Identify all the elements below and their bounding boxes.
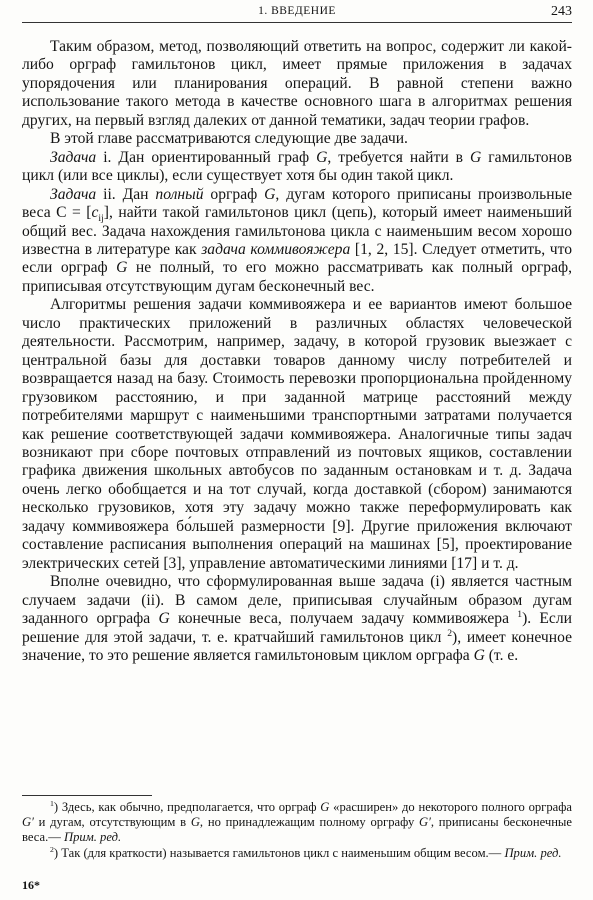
paragraph: [22, 296, 572, 573]
text-run: Алгоритмы решения задачи коммивояжера и ее вариантов имеют большое число практических приложений в различных областях человеческой деятельности. Рассмотрим, например, задачу, в которой грузовик выезжает с центральной базы для доставки товаров данному числу потребителей и возвращается назад на базу. Стоимость перевозки пропорциональна пройденному грузовиком расстоянию, и при заданной матрице расстояний между потребителями маршрут с наименьшими транспортными затратами получается как решение соответствующей задачи коммивояжера. Аналогичные типы задач возникают при сборе почтовых отправлений из почтовых ящиков, составлении графика движения школьных автобусов по заданным остановкам и т. д. Задача очень легко обобщается и на тот случай, когда доставкой (сбором) занимаются несколько грузовиков, хотя эту задачу можно также переформулировать как задачу коммивояжера бо́льшей размерности [9]. Другие приложения включают составление расписания выполнения операций на машинах [5], проектирование электрических сетей [3], управление автоматическими линиями [17] и т. д.: [22, 296, 572, 572]
paragraph: [22, 573, 572, 665]
text-run: ) Здесь, как обычно, предполагается, что орграф: [53, 800, 321, 814]
term-label: Задача: [50, 148, 97, 166]
emphasis: задача коммивояжера: [201, 240, 351, 258]
text-run: i. Дан ориентированный граф: [96, 148, 317, 166]
footnote-rule: [22, 795, 152, 796]
text-run: Вполне очевидно, что сформулированная выше задача (i) является частным случаем задачи (ii). В самом деле, приписывая случайным образом дугам заданного орграфа: [22, 573, 572, 628]
footnote-ref[interactable]: 2: [447, 627, 453, 639]
text-run: ], найти такой гамильтонов цикл (цепь), который имеет наименьший общий вес. Задача нахождения гамильтонова цикла с наименьшим весом хорошо известна в литературе как: [22, 204, 572, 258]
editor-note: Прим. ред.: [504, 845, 562, 860]
paragraph: [22, 38, 572, 130]
text-run: конечные веса, получаем задачу коммивояжера: [169, 610, 518, 628]
paragraph: [22, 149, 572, 186]
text-run: , дугам которого приписаны произвольные веса C = [: [22, 185, 572, 222]
math-symbol: G: [473, 646, 485, 664]
footnote: [22, 800, 572, 846]
math-symbol: G: [316, 148, 328, 166]
text-run: орграф: [203, 185, 265, 203]
main-text: [22, 38, 572, 665]
text-run: ) Так (для краткости) называется гамильтонов цикл с наименьшим общим весом.—: [53, 845, 505, 860]
footnote: [22, 846, 572, 861]
footnote-ref[interactable]: 1: [517, 608, 523, 620]
text-run: ). Если решение для этой задачи, т. е. кратчайший гамильтонов цикл: [22, 610, 572, 646]
math-symbol: G: [158, 610, 170, 628]
page-number: 243: [551, 4, 572, 19]
text-run: гамильтонов цикл (или все циклы), если существует хотя бы один такой цикл.: [22, 148, 572, 185]
text-run: [1, 2, 15]. Следует отметить, что если орграф: [22, 240, 573, 277]
chapter-title: 1. ВВЕДЕНИЕ: [258, 5, 336, 17]
text-run: , приписаны бесконечные веса.—: [22, 815, 572, 845]
text-run: не полный, то его можно рассматривать как полный орграф, приписывая отсутствующим дугам бесконечный вес.: [22, 259, 572, 295]
text-run: «расширен» до некоторого полного орграфа: [329, 800, 572, 814]
running-header: [22, 4, 572, 23]
text-run: , требуется найти в: [327, 148, 470, 166]
paragraph: [22, 186, 572, 297]
footnote-marker: 1: [50, 798, 54, 808]
footnotes: [22, 800, 572, 861]
footnote-marker: 2: [50, 844, 54, 854]
paragraph: [22, 130, 572, 148]
math-symbol: G: [190, 815, 200, 830]
math-subscript: ij: [98, 213, 104, 225]
math-symbol: G: [264, 185, 276, 203]
editor-note: Прим. ред.: [64, 830, 122, 845]
math-symbol: G′: [22, 815, 34, 830]
text-run: (т. е.: [484, 646, 519, 664]
signature-mark: 16*: [22, 878, 40, 892]
text-run: В этой главе рассматриваются следующие две задачи.: [50, 130, 408, 148]
math-symbol: G′: [419, 815, 431, 830]
text-run: ii. Дан: [96, 185, 156, 203]
text-run: и дугам, отсутствующим в: [33, 815, 191, 830]
term-label: Задача: [50, 185, 97, 203]
math-symbol: G: [116, 259, 128, 277]
math-symbol: G: [470, 148, 482, 166]
text-run: , но принадлежащим полному орграфу: [199, 815, 420, 830]
math-symbol: c: [91, 204, 99, 222]
text-run: Таким образом, метод, позволяющий ответить на вопрос, содержит ли какой-либо орграф гамильтонов цикл, имеет прямые приложения в задачах упорядочения или планирования операций. В равной степени важно использование такого метода в качестве основного шага в алгоритмах решения других, на первый взгляд далеких от данной тематики, задач теории графов.: [22, 38, 572, 129]
text-run: ), имеет конечное значение, то это решение является гамильтоновым циклом орграфа: [22, 628, 572, 664]
emphasis: полный: [155, 185, 204, 203]
math-symbol: G: [320, 800, 330, 814]
